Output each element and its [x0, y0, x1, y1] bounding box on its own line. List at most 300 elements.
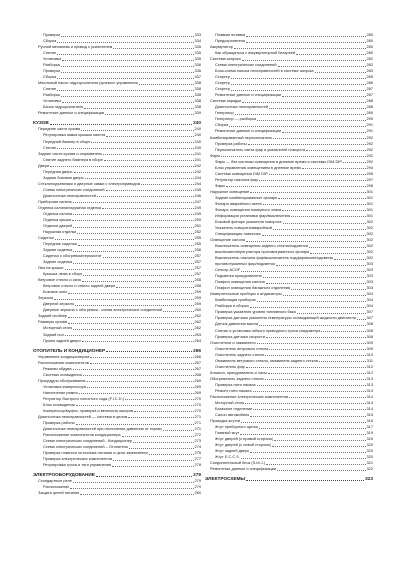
toc-dot-leader — [277, 470, 365, 471]
toc-entry-title: Стартер — [215, 74, 230, 80]
toc-dot-leader — [250, 192, 365, 193]
toc-entry-title: Фары — [215, 182, 226, 188]
toc-page-number: 301 — [366, 200, 373, 206]
toc-page-number: 334 — [194, 38, 201, 44]
toc-entry-title: Боковое окно — [43, 289, 68, 295]
toc-dot-leader — [263, 204, 366, 205]
toc-page-number: 311 — [366, 357, 373, 363]
toc-dot-leader — [229, 126, 365, 127]
toc-page-number: 313 — [366, 387, 373, 393]
toc-entry-title: Фары — без системы освещения в дневное время и системы DIM DIP — [215, 158, 342, 164]
toc-entry-title: Схема электрических соединений — [43, 186, 105, 192]
toc-dot-leader — [73, 227, 193, 228]
toc-dot-leader — [50, 124, 192, 125]
toc-entry-title: Проверка нити накала — [215, 381, 256, 387]
toc-entry-title: Задние сиденья — [43, 259, 73, 265]
toc-dot-leader — [81, 130, 194, 131]
toc-dot-leader — [87, 387, 194, 388]
toc-dot-leader — [62, 60, 193, 61]
toc-dot-leader — [242, 60, 366, 61]
toc-entry-title: Задний спойлер — [38, 313, 68, 319]
toc-page-number: 251 — [194, 222, 201, 228]
toc-page-number: 252 — [194, 228, 201, 234]
toc-page-number: 297 — [366, 176, 373, 182]
toc-dot-leader — [266, 283, 366, 284]
toc-entry-title: Люк на крыше — [38, 265, 64, 271]
toc-entry-title: Датчик давления масла — [215, 321, 259, 327]
toc-dot-leader — [163, 311, 193, 312]
toc-entry-title: Компрессор/муфта, проверка и величина зазоров — [43, 407, 134, 413]
toc-page-number: 313 — [366, 381, 373, 387]
toc-page-number: 262 — [194, 319, 201, 325]
toc-page-number: 245 — [194, 186, 201, 192]
toc-page-number: 335 — [194, 44, 201, 50]
toc-dot-leader — [250, 307, 366, 308]
toc-page-number: 320 — [366, 448, 373, 454]
toc-dot-leader — [133, 442, 193, 443]
toc-page-number: 312 — [366, 369, 373, 375]
toc-entry-title: Разборка — [43, 92, 60, 98]
toc-page-number: 250 — [194, 216, 201, 222]
toc-entry-title: Блок охлаждения — [43, 401, 75, 407]
toc-entry-title: Установка — [43, 98, 62, 104]
toc-dot-leader — [103, 257, 194, 258]
toc-entry-title: Система охлаждения — [43, 371, 82, 377]
toc-page-number: 280 — [366, 38, 373, 44]
toc-dot-leader — [149, 454, 194, 455]
toc-page-number: 271 — [194, 425, 201, 431]
toc-page-number: 292 — [366, 134, 373, 140]
toc-dot-leader — [102, 208, 193, 209]
toc-page-number: 272 — [194, 432, 201, 438]
toc-page-number: 301 — [366, 206, 373, 212]
toc-dot-leader — [80, 494, 193, 495]
toc-dot-leader — [296, 54, 365, 55]
toc-dot-leader — [266, 464, 365, 465]
toc-page-number: 259 — [194, 289, 201, 295]
toc-page-number: 307 — [366, 309, 373, 315]
toc-page-number: 304 — [366, 297, 373, 303]
toc-entry-title: Режимы обдува — [43, 365, 72, 371]
toc-page-number: 302 — [366, 237, 373, 243]
toc-page-number: 335 — [194, 56, 201, 62]
toc-entry-title: Подсветка прикуривателя — [215, 273, 262, 279]
toc-page-number: 303 — [366, 261, 373, 267]
toc-entry-title: Регулятор быстрого холостого хода (F.I.C.D.) — [43, 395, 124, 401]
toc-dot-leader — [50, 166, 193, 167]
toc-page-number: 323 — [365, 476, 373, 482]
toc-entry-title: Регулировка замка крышки капота — [43, 132, 106, 138]
toc-page-number: 242 — [194, 168, 201, 174]
toc-entry-title: Регулировка троса и тяги управления — [43, 462, 112, 468]
toc-page-number: 339 — [194, 110, 201, 116]
toc-page-number: 270 — [194, 401, 201, 407]
toc-dot-leader — [73, 202, 194, 203]
toc-page-number: 273 — [194, 438, 201, 444]
toc-dot-leader — [73, 482, 194, 483]
toc-entry-title: Указатель поворота/аварийный — [215, 224, 272, 230]
toc-page-number: 270 — [194, 395, 201, 401]
toc-entry-title: Освещение салона — [210, 237, 245, 243]
toc-entry-title: Система зарядки — [210, 98, 242, 104]
toc-dot-leader — [315, 72, 366, 73]
toc-page-number: 302 — [366, 231, 373, 237]
toc-page-number: 302 — [366, 249, 373, 255]
toc-dot-leader — [105, 114, 193, 115]
toc-page-number: 277 — [194, 456, 201, 462]
toc-entry-title: Переключатель света фар и указателей поворота — [215, 146, 306, 152]
toc-page-number: 301 — [366, 188, 373, 194]
toc-dot-leader — [253, 391, 366, 392]
toc-dot-leader — [291, 289, 365, 290]
toc-entry-title: Выключатель освещения заднего стекла/подсветки — [215, 243, 308, 249]
toc-entry-title: Жгут E.C.C.S. — [215, 454, 240, 460]
toc-dot-leader — [57, 54, 193, 55]
toc-page-number: 287 — [366, 92, 373, 98]
toc-dot-leader — [272, 446, 365, 447]
toc-page-number: 257 — [194, 265, 201, 271]
toc-dot-leader — [269, 174, 366, 175]
toc-page-number: 282 — [366, 56, 373, 62]
toc-page-number: 287 — [366, 86, 373, 92]
toc-page-number: 240 — [194, 144, 201, 150]
toc-page-number: 280 — [366, 50, 373, 56]
toc-entry-title: Крышка люка в сборе — [43, 271, 83, 277]
toc-entry-title: Комбинированный переключатель — [210, 134, 273, 140]
toc-entry-title: Предохранители — [215, 38, 246, 44]
toc-entry-title: Размеры кузова — [38, 319, 68, 325]
toc-page-number: 292 — [366, 158, 373, 164]
toc-page-number: 255 — [194, 235, 201, 241]
toc-page-number: 257 — [194, 259, 201, 265]
toc-entry-title: Проверка — [43, 31, 61, 37]
toc-page-number: 289 — [366, 110, 373, 116]
toc-dot-leader — [245, 403, 365, 404]
toc-entry-title: Передние части кузова — [38, 126, 80, 132]
toc-page-number: 301 — [366, 212, 373, 218]
toc-dot-leader — [104, 160, 194, 161]
toc-dot-leader — [257, 301, 366, 302]
toc-dot-leader — [263, 277, 366, 278]
toc-dot-leader — [73, 369, 194, 370]
toc-page-number: 249 — [194, 210, 201, 216]
toc-entry-title: Жгут задней двери — [215, 448, 250, 454]
toc-entry-title: Информация установки фар/выключения — [215, 212, 290, 218]
toc-entry-title: Фонари аварийного света — [215, 200, 262, 206]
toc-dot-leader — [302, 168, 365, 169]
toc-page-number: 302 — [366, 243, 373, 249]
toc-entry-title: Расположение компонентов кондиционера — [43, 432, 121, 438]
toc-entry-title: Моторный отсек — [43, 325, 73, 331]
toc-page-number: 275 — [194, 450, 201, 456]
toc-entry-title: Проверка указателя уровня топливного бака — [215, 309, 296, 315]
toc-page-number: 278 — [194, 462, 201, 468]
toc-entry-title: Аккумулятор — [210, 44, 233, 50]
toc-page-number: 259 — [194, 295, 201, 301]
toc-page-number: 268 — [194, 371, 201, 377]
toc-entry-title: Салон автомобиля — [215, 411, 250, 417]
toc-page-number: 336 — [194, 62, 201, 68]
toc-page-number: 240 — [194, 138, 201, 144]
toc-entry-title: КУЗОВ — [33, 120, 49, 126]
toc-dot-leader — [106, 351, 192, 352]
toc-dot-leader — [72, 220, 193, 221]
toc-dot-leader — [268, 373, 366, 374]
toc-page-number: 309 — [366, 339, 373, 345]
toc-dot-leader — [68, 317, 193, 318]
toc-entry-title: Снятие — [43, 50, 57, 56]
toc-column-right — [205, 32, 373, 482]
toc-section-heading — [205, 476, 373, 482]
toc-dot-leader — [334, 259, 365, 260]
toc-page-number: 338 — [194, 80, 201, 86]
toc-dot-leader — [269, 349, 365, 350]
toc-entry-title: Снятие — [43, 144, 57, 150]
toc-page-number: 267 — [194, 359, 201, 365]
toc-entry-title: Масляный насос гидроусилителя рулевого управления — [38, 80, 138, 86]
toc-dot-leader — [241, 271, 365, 272]
toc-page-number: 279 — [194, 484, 201, 490]
toc-entry-title: Жгут приборного щитка — [215, 424, 258, 430]
toc-page-number: 249 — [194, 204, 201, 210]
toc-page-number: 303 — [366, 267, 373, 273]
toc-page-number: 280 — [194, 490, 201, 496]
toc-entry-title: Дверные зеркала с обогревом - схема электрических соединений — [43, 307, 163, 313]
toc-dot-leader — [262, 235, 366, 236]
toc-entry-title: противотуманных фар/подсветки — [215, 261, 275, 267]
toc-entry-title: ОТОПИТЕЛЬ И КОНДИЦИОНЕР — [33, 347, 106, 353]
toc-dot-leader — [231, 90, 366, 91]
toc-entry-title: Плафон освещения багажного отделения — [215, 285, 291, 291]
toc-entry-title: Передняя дверь — [43, 168, 73, 174]
toc-entry-title: Сборка — [43, 74, 57, 80]
toc-dot-leader — [273, 138, 365, 139]
toc-page-number: 291 — [366, 122, 373, 128]
toc-entry-title: Проверка работы — [43, 419, 75, 425]
toc-dot-leader — [343, 162, 366, 163]
toc-page-number: 321 — [366, 460, 373, 466]
toc-entry-title: Дверной зеркало — [43, 301, 75, 307]
toc-dot-leader — [125, 399, 194, 400]
toc-dot-leader — [259, 180, 366, 181]
toc-page-number: 319 — [366, 430, 373, 436]
toc-dot-leader — [246, 42, 365, 43]
toc-dot-leader — [321, 331, 365, 332]
toc-page-number: 308 — [366, 321, 373, 327]
toc-dot-leader — [240, 434, 365, 435]
toc-dot-leader — [282, 132, 365, 133]
toc-entry-title: Моторный отсек — [215, 399, 245, 405]
toc-entry-title: Расположение компонентов — [38, 359, 89, 365]
toc-entry-title: Стартер — [215, 80, 230, 86]
toc-dot-leader — [78, 245, 194, 246]
toc-dot-leader — [73, 329, 193, 330]
toc-dot-leader — [246, 367, 366, 368]
toc-page-number: 286 — [366, 80, 373, 86]
toc-page-number: 315 — [366, 411, 373, 417]
toc-dot-leader — [265, 379, 366, 380]
toc-entry-title: Задние сиденья — [43, 247, 73, 253]
toc-entry-title: Наполнение ремня — [43, 389, 78, 395]
toc-dot-leader — [61, 36, 193, 37]
toc-dot-leader — [309, 247, 366, 248]
toc-dot-leader — [221, 156, 365, 157]
toc-entry-title: Фары — [210, 152, 221, 158]
toc-dot-leader — [246, 36, 365, 37]
toc-entry-title: Проем задней двери — [43, 337, 81, 343]
toc-entry-title: Блок-схема поиска неисправностей в системе запуска — [215, 68, 314, 74]
toc-dot-leader — [55, 239, 194, 240]
toc-page-number: 336 — [194, 68, 201, 74]
toc-entry-title: Снятие заднего бампера в сборе — [43, 156, 103, 162]
toc-page-number: 242 — [194, 162, 201, 168]
toc-page-number: 288 — [366, 104, 373, 110]
toc-page-number: 271 — [194, 413, 201, 419]
toc-dot-leader — [257, 120, 365, 121]
toc-dot-leader — [276, 265, 366, 266]
toc-dot-leader — [97, 196, 194, 197]
toc-entry-title: Ремонтные данные и спецификации — [215, 92, 282, 98]
toc-dot-leader — [259, 428, 366, 429]
toc-page-number: 322 — [366, 466, 373, 472]
toc-page-number: 294 — [366, 164, 373, 170]
toc-entry-title: Обогреватель заднего стекла — [210, 375, 264, 381]
toc-entry-title: Двери — [38, 162, 50, 168]
toc-page-number: 304 — [366, 291, 373, 297]
toc-page-number: 314 — [366, 399, 373, 405]
toc-dot-leader — [242, 102, 365, 103]
toc-page-number: 283 — [366, 68, 373, 74]
toc-entry-title: Наружная отделка — [43, 228, 77, 234]
toc-page-number: 303 — [366, 279, 373, 285]
toc-page-number: 298 — [366, 182, 373, 188]
toc-entry — [33, 490, 201, 496]
toc-dot-leader — [282, 96, 365, 97]
toc-entry-title: Проверка датчика указателя температуры охлаждающей жидкости двигателя — [215, 315, 356, 321]
toc-entry-title: Расположение — [43, 484, 70, 490]
toc-dot-leader — [141, 184, 193, 185]
toc-entry-title: Комбинация приборов — [215, 297, 256, 303]
toc-entry-title: выключателя/регулятора противотуманного фонаря — [215, 249, 310, 255]
toc-dot-leader — [163, 430, 194, 431]
toc-entry-title: Передние сиденья — [43, 241, 77, 247]
toc-entry-title: Клаксон, прикуриватель и часы — [210, 369, 267, 375]
toc-entry-title: Сборка — [215, 122, 229, 128]
toc-page-number: 279 — [194, 478, 201, 484]
toc-page-number: 335 — [194, 50, 201, 56]
toc-dot-leader — [266, 337, 366, 338]
toc-page-number: 262 — [194, 313, 201, 319]
toc-entry-title: Отделка салона — [43, 210, 73, 216]
toc-dot-leader — [57, 42, 193, 43]
toc-dot-leader — [75, 305, 193, 306]
toc-entry-title: Установка компрессора — [43, 383, 86, 389]
toc-dot-leader — [85, 178, 194, 179]
toc-page-number: 288 — [366, 98, 373, 104]
toc-page-number: 258 — [194, 283, 201, 289]
toc-page-number: 301 — [366, 194, 373, 200]
toc-dot-leader — [234, 48, 366, 49]
toc-page-number: 308 — [366, 333, 373, 339]
toc-entry-title: Ремонт нити накала — [215, 387, 252, 393]
toc-dot-leader — [257, 343, 366, 344]
toc-dot-leader — [73, 263, 193, 264]
toc-entry-title: Отделка крыши — [43, 216, 72, 222]
toc-page-number: 280 — [366, 44, 373, 50]
toc-page-number: 320 — [366, 442, 373, 448]
toc-page-number: 314 — [366, 393, 373, 399]
toc-entry-title: Омыватель ветрового стекла, омыватель заднего стекла — [215, 357, 318, 363]
toc-entry-title: Зеркала — [38, 295, 54, 301]
toc-entry-title: Проверка — [43, 68, 61, 74]
toc-dot-leader — [82, 341, 194, 342]
toc-page-number: 264 — [194, 337, 201, 343]
toc-dot-leader — [62, 102, 193, 103]
toc-dot-leader — [96, 476, 192, 477]
toc-dot-leader — [259, 325, 365, 326]
toc-dot-leader — [248, 144, 366, 145]
toc-page-number: 303 — [366, 285, 373, 291]
toc-entry-title: ЭЛЕКТРООБОРУДОВАНИЕ — [33, 472, 95, 478]
toc-dot-leader — [61, 66, 194, 67]
toc-entry-title: Наружное освещение — [210, 188, 250, 194]
toc-entry-title: Проверка работы — [215, 140, 247, 146]
toc-dot-leader — [103, 154, 193, 155]
toc-entry-title: Приборная панель — [38, 198, 72, 204]
toc-entry-title: Разборка и сборка — [215, 303, 249, 309]
toc-page-number: 259 — [194, 301, 201, 307]
toc-dot-leader — [106, 190, 194, 191]
toc-entry-title: Ветровое стекло и окна — [38, 277, 81, 283]
toc-entry-title: Бачок гидроусилителя — [43, 104, 84, 110]
toc-dot-leader — [91, 142, 193, 143]
toc-entry-title: Диагностика неисправностей — [215, 104, 268, 110]
toc-page-number: 271 — [194, 419, 201, 425]
toc-dot-leader — [65, 335, 194, 336]
toc-entry-title: Схема электрических соединений – Отопитель — [43, 444, 129, 450]
toc-dot-leader — [83, 375, 194, 376]
toc-dot-leader — [241, 422, 365, 423]
toc-page-number: 274 — [194, 444, 201, 450]
toc-dot-leader — [241, 458, 366, 459]
toc-page-number: 262 — [194, 325, 201, 331]
toc-dot-leader — [283, 295, 366, 296]
toc-page-number: 314 — [366, 405, 373, 411]
toc-dot-leader — [269, 108, 366, 109]
toc-entry-title: Плафон освещения салона — [215, 279, 265, 285]
toc-page-number: 307 — [366, 315, 373, 321]
toc-dot-leader — [319, 361, 366, 362]
toc-entry-title: Главный жгут — [215, 430, 240, 436]
toc-dot-leader — [282, 210, 365, 211]
toc-dot-leader — [265, 355, 365, 356]
toc-entry-title: Защита цепей питания — [38, 490, 80, 496]
toc-entry-title: Система освещения DIM DIP — [215, 170, 268, 176]
toc-dot-leader — [231, 84, 366, 85]
toc-page-number: 320 — [366, 436, 373, 442]
toc-page-number: 312 — [366, 363, 373, 369]
toc-dot-leader — [250, 416, 365, 417]
toc-page-number: 240 — [194, 132, 201, 138]
toc-entry-title: Стартер — [215, 86, 230, 92]
toc-entry-title: Как обращаться с аккумуляторной батареей — [215, 50, 296, 56]
toc-page-number: 244 — [194, 180, 201, 186]
toc-dot-leader — [70, 488, 193, 489]
toc-dot-leader — [250, 452, 365, 453]
toc-entry-title: Установка — [43, 56, 62, 62]
toc-entry-title: Система запуска — [210, 56, 241, 62]
toc-dot-leader — [54, 299, 193, 300]
